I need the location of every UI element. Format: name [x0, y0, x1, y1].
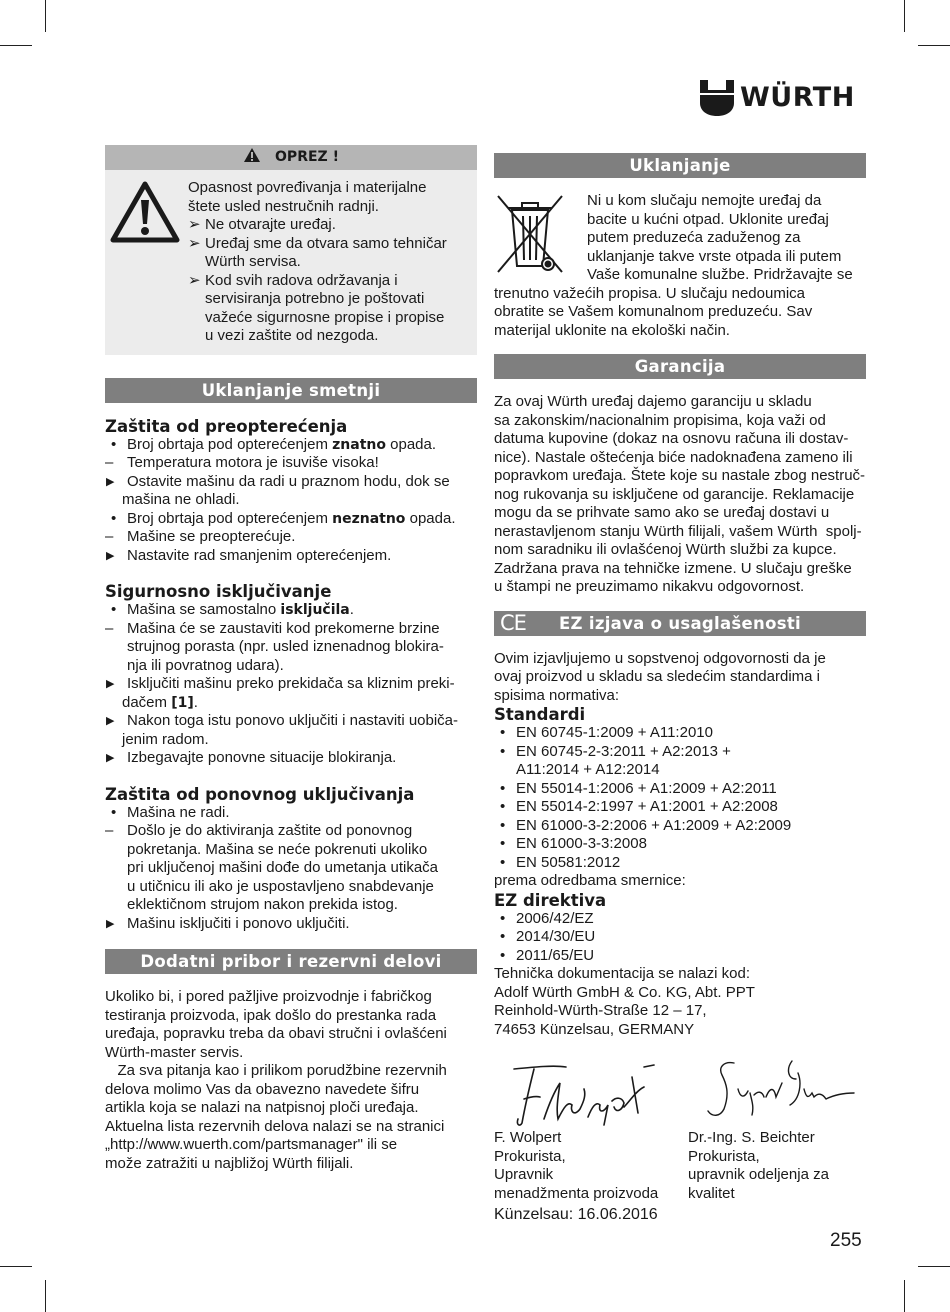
warning-sign-icon	[109, 180, 181, 244]
dash-icon: –	[105, 619, 114, 637]
signature-beichter-icon	[694, 1053, 864, 1123]
restart-title: Zaštita od ponovnog uključivanja	[105, 784, 415, 804]
crop-mark	[45, 1280, 46, 1312]
arrow-right-icon: ▶	[106, 475, 115, 488]
text: Tehnička dokumentacija se nalazi kod:	[494, 965, 750, 982]
caution-header	[105, 145, 477, 170]
text: Nakon toga istu ponovo uključiti i nastaviti uobiča-	[127, 712, 459, 729]
text: nice). Nastale oštećenja biće nadoknađena zameno ili	[494, 448, 853, 466]
caution-line: štete usled nestručnih radnji.	[188, 197, 379, 215]
text: Ukoliko bi, i pored pažljive proizvodnje i fabričkog	[105, 988, 432, 1005]
standard-item: EN 50581:2012	[516, 853, 621, 871]
section-heading-troubleshooting: Uklanjanje smetnji	[105, 378, 477, 403]
text: obratite se Vašem komunalnom preduzeću. Sav	[494, 303, 813, 320]
caution-item: Würth servisa.	[205, 253, 301, 270]
ce-mark-icon: CE	[500, 610, 526, 635]
text: jenim radom.	[122, 730, 209, 748]
left-column	[105, 145, 477, 1173]
text: mašina ne ohladi.	[122, 491, 240, 508]
directive-item: 2006/42/EZ	[516, 909, 594, 927]
crossed-out-bin-icon	[494, 192, 566, 276]
dash-icon: –	[105, 528, 114, 545]
bold-text: znatno	[332, 436, 386, 453]
bullet-icon: •	[111, 509, 117, 527]
caution-box	[105, 145, 477, 355]
text: u utičnicu ili ako je uspostavljeno snabdevanje	[127, 877, 434, 895]
text: Zadržana prava na tehničke izmene. U slučaju greške	[494, 559, 852, 577]
bullet-icon: •	[500, 909, 506, 927]
chevron-right-icon: ➢	[188, 216, 201, 233]
bullet-icon: •	[111, 435, 117, 453]
text: Ni u kom slučaju nemojte uređaj da	[587, 192, 822, 209]
text: Došlo je do aktiviranja zaštite od ponovnog	[127, 822, 413, 839]
bullet-icon: •	[500, 946, 506, 964]
chevron-right-icon: ➢	[188, 234, 201, 252]
text: .	[193, 693, 198, 711]
overload-title: Zaštita od preopterećenja	[105, 416, 348, 436]
caution-item: Kod svih radova održavanja i	[205, 271, 398, 289]
text: Mašina će se zaustaviti kod prekomerne brzine	[127, 619, 440, 637]
safety-cutoff-title: Sigurnosno isključivanje	[105, 582, 332, 601]
text: 74653 Künzelsau, GERMANY	[494, 1020, 695, 1038]
text: Mašinu isključiti i ponovo uključiti.	[127, 914, 350, 932]
text: Broj obrtaja pod opterećenjem	[127, 435, 333, 453]
crop-mark	[0, 45, 32, 46]
standard-item: EN 60745-2-3:2011 + A2:2013 +	[516, 742, 731, 760]
text: pokretanja. Mašina se neće pokrenuti ukoliko	[127, 840, 428, 858]
directive-title: EZ direktiva	[494, 890, 607, 910]
caution-item: servisiranja potrebno je poštovati	[205, 290, 425, 307]
accessories-text	[105, 988, 477, 1173]
crop-mark	[0, 1266, 32, 1267]
bold-text: [1]	[171, 694, 194, 711]
text: delova molimo Vas da obavezno navedete šifru	[105, 1080, 420, 1098]
text: Dr.-Ing. S. Beichter	[688, 1129, 815, 1146]
signatures	[494, 1039, 866, 1224]
section-heading-accessories: Dodatni pribor i rezervni delovi	[105, 949, 477, 974]
standard-item: EN 60745-1:2009 + A11:2010	[516, 724, 713, 741]
wurth-logo-icon	[700, 80, 734, 116]
directive-item: 2011/65/EU	[516, 946, 595, 964]
text: putem preduzeća zaduženog za	[587, 229, 801, 246]
text: Isključiti mašinu preko prekidača sa kliznim preki-	[127, 675, 455, 692]
directive-item: 2014/30/EU	[516, 928, 596, 945]
text: Nastavite rad smanjenim opterećenjem.	[127, 546, 392, 564]
disposal-text	[494, 192, 866, 340]
caution-item: Uređaj sme da otvara samo tehničar	[205, 234, 447, 252]
text: sa zakonskim/nacionalnim propisima, koja važi od	[494, 411, 826, 429]
text: Reinhold-Würth-Straße 12 – 17,	[494, 1002, 707, 1019]
caution-item: Ne otvarajte uređaj.	[205, 216, 336, 233]
text: Ovim izjavljujemo u sopstvenoj odgovornosti da je	[494, 649, 826, 667]
standards-title: Standardi	[494, 705, 586, 724]
bullet-icon: •	[500, 742, 506, 760]
text: nerastavljenom stanju Würth filijali, vašem Würth spolj-	[494, 522, 862, 540]
text: prema odredbama smernice:	[494, 872, 686, 889]
text: Prokurista,	[494, 1147, 566, 1165]
page-number: 255	[830, 1230, 862, 1251]
bullet-icon: •	[500, 835, 506, 852]
restart-section	[105, 785, 477, 934]
standard-item: EN 61000-3-3:2008	[516, 835, 647, 852]
text: Upravnik	[494, 1166, 554, 1183]
crop-mark	[45, 0, 46, 32]
caution-item: u vezi zaštite od nezgoda.	[205, 327, 379, 344]
text: nja ili povratnog udara).	[127, 656, 284, 674]
text: Mašina ne radi.	[127, 803, 230, 821]
text: Izbegavajte ponovne situacije blokiranja.	[127, 749, 397, 766]
text: Ostavite mašinu da radi u praznom hodu, dok se	[127, 472, 450, 490]
text: Aktuelna lista rezervnih delova nalazi se na stranici	[105, 1117, 445, 1135]
signer-2	[688, 1129, 829, 1203]
text: menadžmenta proizvoda	[494, 1184, 659, 1202]
text: kvalitet	[688, 1184, 735, 1202]
text: dačem	[122, 693, 172, 711]
arrow-right-icon: ▶	[106, 917, 115, 930]
bullet-icon: •	[500, 928, 506, 945]
brand-name: WÜRTH	[740, 82, 855, 113]
text: pri uključenoj mašini dođe do umetanja utikača	[127, 859, 439, 876]
text: ovaj proizvod u skladu sa sledećim standardima i	[494, 668, 820, 685]
caution-title: OPREZ !	[275, 149, 339, 165]
text: .	[349, 601, 354, 618]
text: nom saradniku ili ovlašćenoj Würth službi za kupce.	[494, 541, 837, 558]
crop-mark	[904, 1280, 905, 1312]
bullet-icon: •	[500, 779, 506, 797]
bullet-icon: •	[111, 601, 117, 618]
section-heading-warranty: Garancija	[494, 354, 866, 379]
section-heading-disposal: Uklanjanje	[494, 153, 866, 178]
crop-mark	[904, 0, 905, 32]
place-date: Künzelsau: 16.06.2016	[494, 1206, 658, 1223]
section-heading-conformity	[494, 611, 866, 636]
bold-text: neznatno	[332, 510, 406, 527]
text: Temperatura motora je isuviše visoka!	[127, 454, 379, 471]
text: Würth-master servis.	[105, 1043, 244, 1061]
text: Adolf Würth GmbH & Co. KG, Abt. PPT	[494, 983, 755, 1001]
right-column	[494, 153, 866, 1224]
standard-item: A11:2014 + A12:2014	[516, 761, 660, 778]
bullet-icon: •	[500, 798, 506, 815]
arrow-right-icon: ▶	[106, 715, 115, 727]
text: F. Wolpert	[494, 1129, 562, 1146]
text: artikla koja se nalazi na natpisnoj ploči uređaja.	[105, 1099, 419, 1116]
standard-item: EN 55014-2:1997 + A1:2001 + A2:2008	[516, 798, 778, 815]
signer-1	[494, 1129, 658, 1203]
crop-mark	[918, 1266, 950, 1267]
text: uklanjanje takve vrste otpada ili putem	[587, 247, 842, 265]
text: Broj obrtaja pod opterećenjem	[127, 509, 333, 527]
conformity-text	[494, 650, 866, 1040]
text: „http://www.wuerth.com/partsmanager" ili se	[105, 1136, 398, 1153]
text: Mašine se preopterećuje.	[127, 528, 296, 545]
text: nog rukovanja su isključene od garancije. Reklamacije	[494, 485, 855, 503]
arrow-right-icon: ▶	[106, 549, 115, 562]
text: popravkom uređaja. Štete koje su nastale zbog nestruč-	[494, 467, 866, 484]
text: uređaja, popravku treba da obavi stručni i ovlašćeni	[105, 1025, 447, 1042]
crop-mark	[918, 45, 950, 46]
text: strujnog porasta (npr. usled iznenadnog blokira-	[127, 638, 444, 655]
text: trenutno važećih propisa. U slučaju nedoumica	[494, 284, 806, 302]
overload-section	[105, 417, 477, 566]
signature-wolpert-icon	[504, 1061, 664, 1131]
arrow-right-icon: ▶	[106, 678, 115, 690]
warning-triangle-icon	[243, 147, 261, 163]
text: materijal uklonite na ekološki način.	[494, 321, 730, 339]
text: Za ovaj Würth uređaj dajemo garanciju u skladu	[494, 393, 812, 410]
bullet-icon: •	[500, 724, 506, 741]
conformity-title: EZ izjava o usaglašenosti	[558, 613, 801, 633]
standard-item: EN 61000-3-2:2006 + A1:2009 + A2:2009	[516, 816, 792, 834]
arrow-right-icon: ▶	[106, 752, 115, 764]
bullet-icon: •	[111, 803, 117, 821]
dash-icon: –	[105, 822, 114, 839]
chevron-right-icon: ➢	[188, 271, 201, 289]
text: može zatražiti u najbližoj Würth filijali.	[105, 1154, 354, 1172]
dash-icon: –	[105, 454, 114, 471]
text: Prokurista,	[688, 1147, 760, 1165]
standard-item: EN 55014-1:2006 + A1:2009 + A2:2011	[516, 779, 777, 797]
text: opada.	[405, 509, 456, 527]
text: testiranja proizvoda, ipak došlo do prestanka rada	[105, 1006, 437, 1024]
safety-cutoff-section	[105, 582, 477, 768]
brand-logo	[700, 80, 870, 116]
caution-line: Opasnost povređivanja i materijalne	[188, 179, 427, 196]
text: mogu da se prihvate samo ako se uređaj dostavi u	[494, 504, 830, 521]
text: Za sva pitanja kao i prilikom porudžbine rezervnih	[105, 1062, 447, 1079]
warranty-text	[494, 393, 866, 597]
bold-text: isključila	[280, 602, 350, 618]
text: Mašina se samostalno	[127, 601, 281, 618]
text: upravnik odeljenja za	[688, 1166, 829, 1183]
text: Vaše komunalne službe. Pridržavajte se	[587, 266, 853, 283]
text: spisima normativa:	[494, 686, 620, 704]
caution-item: važeće sigurnosne propise i propise	[205, 308, 445, 326]
bullet-icon: •	[500, 853, 506, 871]
text: u štampi ne preuzimamo nikakvu odgovornost.	[494, 578, 805, 595]
text: opada.	[385, 435, 437, 453]
text: bacite u kućni otpad. Uklonite uređaj	[587, 210, 829, 228]
text: eklektičnom strujom nakon prekida istog.	[127, 896, 398, 913]
bullet-icon: •	[500, 816, 506, 834]
text: datuma kupovine (dokaz na osnovu računa ili dostav-	[494, 430, 849, 447]
